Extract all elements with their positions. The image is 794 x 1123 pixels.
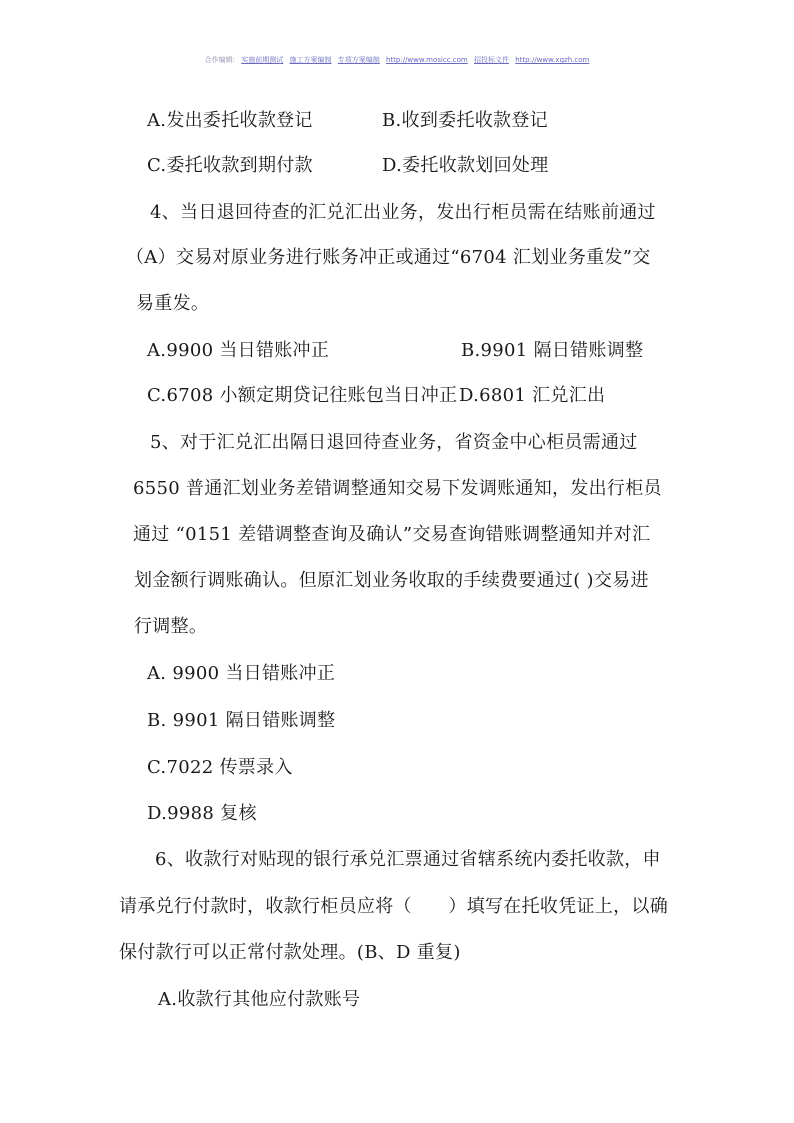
option-a: A. 9900 当日错账冲正	[147, 663, 336, 684]
option-d: D.9988 复核	[147, 803, 257, 824]
header-link[interactable]: http://www.mosicc.com	[385, 56, 468, 64]
option-a: A.发出委托收款登记	[147, 110, 313, 131]
question-5-line: 行调整。	[134, 616, 208, 637]
question-5-line: 划金额行调账确认。但原汇划业务收取的手续费要通过( )交易进	[134, 570, 649, 591]
option-a: A.收款行其他应付款账号	[158, 989, 361, 1010]
question-4-line: 易重发。	[136, 293, 210, 314]
question-5-line: 6550 普通汇划业务差错调整通知交易下发调账通知，发出行柜员	[133, 478, 662, 499]
option-d: D.6801 汇兑汇出	[459, 385, 606, 406]
question-6-line: 6、收款行对贴现的银行承兑汇票通过省辖系统内委托收款，申	[155, 849, 661, 870]
header-link[interactable]: 实施前期测试	[241, 56, 284, 64]
option-b: B. 9901 隔日错账调整	[147, 710, 336, 731]
question-5-line: 5、对于汇兑汇出隔日退回待查业务，省资金中心柜员需通过	[150, 432, 638, 453]
option-d: D.委托收款划回处理	[382, 155, 549, 176]
header-link[interactable]: 招投标文件	[474, 56, 509, 64]
option-b: B.9901 隔日错账调整	[461, 340, 644, 361]
page-header	[0, 56, 794, 65]
question-5-line: 通过 “0151 差错调整查询及确认”交易查询错账调整通知并对汇	[133, 524, 651, 545]
header-prefix: 合作编辑:	[204, 56, 236, 64]
header-link[interactable]: 专项方案编制	[337, 56, 380, 64]
option-c: C.7022 传票录入	[147, 757, 293, 778]
option-c: C.委托收款到期付款	[147, 155, 313, 176]
option-a: A.9900 当日错账冲正	[147, 340, 330, 361]
question-6-line: 保付款行可以正常付款处理。(B、D 重复)	[119, 942, 461, 963]
header-link[interactable]: 施工方案编制	[289, 56, 332, 64]
option-c: C.6708 小额定期贷记往账包当日冲正	[147, 385, 458, 406]
option-b: B.收到委托收款登记	[382, 110, 548, 131]
header-link[interactable]: http://www.xgzh.com	[515, 56, 590, 64]
question-4-line: （A）交易对原业务进行账务冲正或通过“6704 汇划业务重发”交	[126, 247, 651, 268]
question-6-line: 请承兑行付款时，收款行柜员应将（ ）填写在托收凭证上，以确	[119, 896, 668, 917]
question-4-line: 4、当日退回待查的汇兑汇出业务，发出行柜员需在结账前通过	[150, 202, 656, 223]
